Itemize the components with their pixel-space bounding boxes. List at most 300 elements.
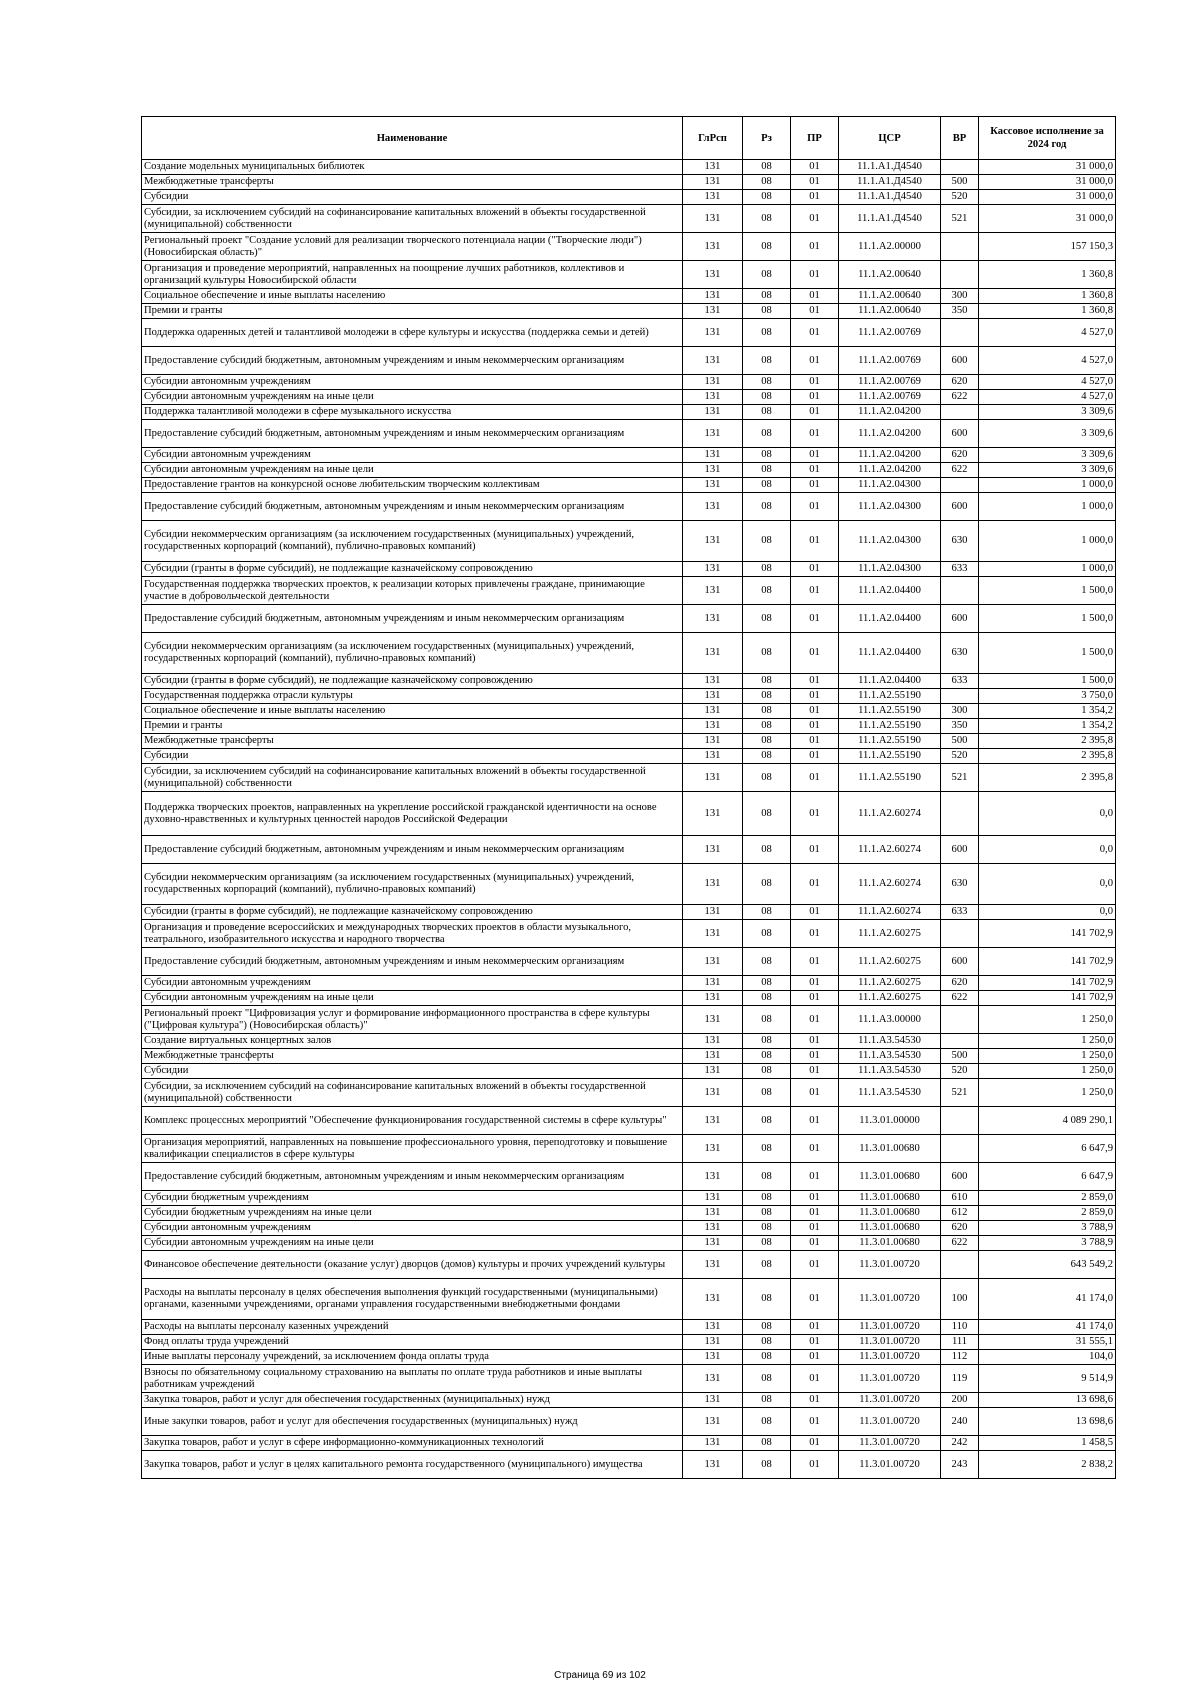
cell-csr: 11.3.01.00680	[839, 1135, 941, 1163]
cell-rz: 08	[743, 390, 791, 405]
header-vr: ВР	[941, 117, 979, 160]
cell-glrsp: 131	[683, 478, 743, 493]
cell-vr: 111	[941, 1335, 979, 1350]
cell-pr: 01	[791, 920, 839, 948]
cell-name: Предоставление субсидий бюджетным, автономным учреждениям и иным некоммерческим организациям	[142, 493, 683, 521]
cell-amount: 1 354,2	[979, 704, 1116, 719]
cell-name: Премии и гранты	[142, 304, 683, 319]
cell-pr: 01	[791, 289, 839, 304]
cell-csr: 11.3.01.00720	[839, 1408, 941, 1436]
table-row	[142, 390, 1116, 405]
cell-csr: 11.1.А2.04400	[839, 577, 941, 605]
cell-amount: 1 000,0	[979, 493, 1116, 521]
cell-rz: 08	[743, 1393, 791, 1408]
cell-rz: 08	[743, 1163, 791, 1191]
cell-glrsp: 131	[683, 205, 743, 233]
table-row	[142, 205, 1116, 233]
cell-rz: 08	[743, 448, 791, 463]
table-row	[142, 1079, 1116, 1107]
cell-csr: 11.1.А2.00769	[839, 390, 941, 405]
table-row	[142, 905, 1116, 920]
table-row	[142, 577, 1116, 605]
cell-csr: 11.1.А2.04400	[839, 633, 941, 674]
cell-vr	[941, 792, 979, 836]
table-row	[142, 1320, 1116, 1335]
cell-vr	[941, 1006, 979, 1034]
header-rz: Рз	[743, 117, 791, 160]
cell-csr: 11.1.А3.54530	[839, 1064, 941, 1079]
cell-pr: 01	[791, 864, 839, 905]
cell-csr: 11.1.А2.00000	[839, 233, 941, 261]
cell-rz: 08	[743, 190, 791, 205]
table-header-row	[142, 117, 1116, 160]
cell-vr: 630	[941, 521, 979, 562]
cell-vr: 612	[941, 1206, 979, 1221]
cell-name: Создание модельных муниципальных библиотек	[142, 160, 683, 175]
cell-vr: 620	[941, 976, 979, 991]
cell-rz: 08	[743, 1350, 791, 1365]
cell-name: Иные выплаты персоналу учреждений, за исключением фонда оплаты труда	[142, 1350, 683, 1365]
cell-pr: 01	[791, 521, 839, 562]
cell-name: Фонд оплаты труда учреждений	[142, 1335, 683, 1350]
cell-rz: 08	[743, 1079, 791, 1107]
table-row	[142, 478, 1116, 493]
cell-rz: 08	[743, 1206, 791, 1221]
cell-rz: 08	[743, 749, 791, 764]
cell-name: Субсидии (гранты в форме субсидий), не подлежащие казначейскому сопровождению	[142, 674, 683, 689]
cell-amount: 1 000,0	[979, 521, 1116, 562]
cell-csr: 11.3.01.00680	[839, 1191, 941, 1206]
cell-glrsp: 131	[683, 633, 743, 674]
cell-rz: 08	[743, 1279, 791, 1320]
cell-vr	[941, 1107, 979, 1135]
cell-csr: 11.1.А2.00769	[839, 375, 941, 390]
cell-glrsp: 131	[683, 948, 743, 976]
cell-rz: 08	[743, 1451, 791, 1479]
cell-pr: 01	[791, 948, 839, 976]
cell-vr: 110	[941, 1320, 979, 1335]
cell-amount: 31 555,1	[979, 1335, 1116, 1350]
cell-csr: 11.1.А2.04200	[839, 420, 941, 448]
table-row	[142, 1251, 1116, 1279]
cell-amount: 1 354,2	[979, 719, 1116, 734]
cell-csr: 11.3.01.00720	[839, 1393, 941, 1408]
cell-csr: 11.3.01.00720	[839, 1335, 941, 1350]
cell-amount: 0,0	[979, 864, 1116, 905]
cell-vr: 600	[941, 605, 979, 633]
cell-name: Субсидии	[142, 749, 683, 764]
header-pr: ПР	[791, 117, 839, 160]
cell-pr: 01	[791, 577, 839, 605]
cell-vr	[941, 689, 979, 704]
cell-rz: 08	[743, 319, 791, 347]
cell-vr	[941, 1034, 979, 1049]
cell-vr: 520	[941, 749, 979, 764]
cell-pr: 01	[791, 734, 839, 749]
table-row	[142, 420, 1116, 448]
cell-name: Субсидии автономным учреждениям	[142, 375, 683, 390]
table-row	[142, 493, 1116, 521]
cell-csr: 11.1.А1.Д4540	[839, 175, 941, 190]
cell-vr: 300	[941, 289, 979, 304]
cell-rz: 08	[743, 674, 791, 689]
cell-glrsp: 131	[683, 375, 743, 390]
cell-rz: 08	[743, 577, 791, 605]
cell-vr: 600	[941, 347, 979, 375]
cell-vr: 633	[941, 562, 979, 577]
cell-glrsp: 131	[683, 233, 743, 261]
cell-pr: 01	[791, 1107, 839, 1135]
cell-name: Субсидии автономным учреждениям	[142, 448, 683, 463]
cell-glrsp: 131	[683, 905, 743, 920]
cell-csr: 11.1.А2.55190	[839, 719, 941, 734]
cell-pr: 01	[791, 562, 839, 577]
cell-amount: 13 698,6	[979, 1408, 1116, 1436]
cell-rz: 08	[743, 792, 791, 836]
cell-rz: 08	[743, 493, 791, 521]
cell-rz: 08	[743, 233, 791, 261]
cell-rz: 08	[743, 864, 791, 905]
cell-name: Социальное обеспечение и иные выплаты населению	[142, 289, 683, 304]
cell-glrsp: 131	[683, 405, 743, 420]
cell-rz: 08	[743, 1064, 791, 1079]
cell-csr: 11.1.А2.60275	[839, 920, 941, 948]
cell-glrsp: 131	[683, 674, 743, 689]
cell-name: Субсидии, за исключением субсидий на софинансирование капитальных вложений в объекты государственной (муниципальной) собственности	[142, 1079, 683, 1107]
cell-rz: 08	[743, 905, 791, 920]
budget-table	[141, 116, 1116, 1479]
cell-rz: 08	[743, 562, 791, 577]
table-row	[142, 864, 1116, 905]
cell-vr: 600	[941, 1163, 979, 1191]
cell-glrsp: 131	[683, 704, 743, 719]
cell-name: Субсидии, за исключением субсидий на софинансирование капитальных вложений в объекты государственной (муниципальной) собственности	[142, 205, 683, 233]
cell-pr: 01	[791, 1079, 839, 1107]
cell-amount: 1 250,0	[979, 1049, 1116, 1064]
table-row	[142, 1191, 1116, 1206]
cell-glrsp: 131	[683, 1236, 743, 1251]
cell-amount: 3 309,6	[979, 463, 1116, 478]
cell-glrsp: 131	[683, 1251, 743, 1279]
cell-glrsp: 131	[683, 1163, 743, 1191]
cell-glrsp: 131	[683, 289, 743, 304]
cell-glrsp: 131	[683, 719, 743, 734]
cell-amount: 4 089 290,1	[979, 1107, 1116, 1135]
cell-glrsp: 131	[683, 605, 743, 633]
table-row	[142, 1335, 1116, 1350]
cell-vr	[941, 261, 979, 289]
cell-glrsp: 131	[683, 1135, 743, 1163]
cell-name: Субсидии некоммерческим организациям (за исключением государственных (муниципальных) учреждений, государственных корпораций (компаний), публично-правовых компаний)	[142, 633, 683, 674]
cell-rz: 08	[743, 689, 791, 704]
cell-glrsp: 131	[683, 1451, 743, 1479]
cell-name: Предоставление субсидий бюджетным, автономным учреждениям и иным некоммерческим организациям	[142, 1163, 683, 1191]
cell-pr: 01	[791, 1279, 839, 1320]
cell-name: Предоставление субсидий бюджетным, автономным учреждениям и иным некоммерческим организациям	[142, 948, 683, 976]
cell-pr: 01	[791, 1436, 839, 1451]
cell-amount: 0,0	[979, 792, 1116, 836]
cell-vr: 622	[941, 1236, 979, 1251]
cell-pr: 01	[791, 463, 839, 478]
cell-csr: 11.1.А2.55190	[839, 689, 941, 704]
table-body	[142, 160, 1116, 1479]
cell-csr: 11.1.А3.54530	[839, 1079, 941, 1107]
cell-pr: 01	[791, 1135, 839, 1163]
cell-amount: 1 000,0	[979, 478, 1116, 493]
table-row	[142, 562, 1116, 577]
cell-name: Субсидии бюджетным учреждениям	[142, 1191, 683, 1206]
cell-rz: 08	[743, 976, 791, 991]
cell-csr: 11.1.А2.60274	[839, 836, 941, 864]
cell-rz: 08	[743, 1320, 791, 1335]
cell-csr: 11.1.А2.04400	[839, 674, 941, 689]
cell-pr: 01	[791, 836, 839, 864]
cell-pr: 01	[791, 1236, 839, 1251]
cell-pr: 01	[791, 1320, 839, 1335]
table-row	[142, 1393, 1116, 1408]
cell-pr: 01	[791, 749, 839, 764]
cell-rz: 08	[743, 521, 791, 562]
cell-csr: 11.3.01.00680	[839, 1206, 941, 1221]
cell-amount: 1 500,0	[979, 633, 1116, 674]
table-row	[142, 1350, 1116, 1365]
cell-amount: 2 859,0	[979, 1206, 1116, 1221]
cell-glrsp: 131	[683, 792, 743, 836]
cell-pr: 01	[791, 1335, 839, 1350]
cell-rz: 08	[743, 734, 791, 749]
cell-name: Государственная поддержка творческих проектов, к реализации которых привлечены граждане, принимающие участие в добровольческой деятельности	[142, 577, 683, 605]
cell-amount: 41 174,0	[979, 1320, 1116, 1335]
table-row	[142, 319, 1116, 347]
cell-pr: 01	[791, 1006, 839, 1034]
cell-pr: 01	[791, 1221, 839, 1236]
cell-csr: 11.3.01.00720	[839, 1320, 941, 1335]
header-glrsp: ГлРсп	[683, 117, 743, 160]
cell-rz: 08	[743, 1335, 791, 1350]
cell-vr	[941, 478, 979, 493]
cell-pr: 01	[791, 175, 839, 190]
cell-csr: 11.3.01.00680	[839, 1221, 941, 1236]
cell-amount: 3 750,0	[979, 689, 1116, 704]
cell-pr: 01	[791, 1191, 839, 1206]
cell-glrsp: 131	[683, 521, 743, 562]
cell-vr: 610	[941, 1191, 979, 1206]
cell-pr: 01	[791, 1350, 839, 1365]
cell-csr: 11.1.А2.04200	[839, 448, 941, 463]
cell-glrsp: 131	[683, 463, 743, 478]
cell-amount: 31 000,0	[979, 160, 1116, 175]
cell-glrsp: 131	[683, 864, 743, 905]
cell-name: Межбюджетные трансферты	[142, 175, 683, 190]
table-row	[142, 347, 1116, 375]
cell-vr: 300	[941, 704, 979, 719]
cell-csr: 11.3.01.00720	[839, 1350, 941, 1365]
cell-glrsp: 131	[683, 749, 743, 764]
cell-name: Финансовое обеспечение деятельности (оказание услуг) дворцов (домов) культуры и прочих учреждений культуры	[142, 1251, 683, 1279]
cell-pr: 01	[791, 205, 839, 233]
cell-glrsp: 131	[683, 190, 743, 205]
cell-name: Поддержка творческих проектов, направленных на укрепление российской гражданской идентичности на основе духовно-нравственных и культурных ценностей народов Российской Федерации	[142, 792, 683, 836]
cell-vr: 600	[941, 420, 979, 448]
cell-vr	[941, 233, 979, 261]
table-row	[142, 991, 1116, 1006]
cell-rz: 08	[743, 704, 791, 719]
cell-glrsp: 131	[683, 1335, 743, 1350]
cell-amount: 13 698,6	[979, 1393, 1116, 1408]
cell-pr: 01	[791, 493, 839, 521]
table-row	[142, 405, 1116, 420]
cell-name: Предоставление субсидий бюджетным, автономным учреждениям и иным некоммерческим организациям	[142, 836, 683, 864]
cell-rz: 08	[743, 1049, 791, 1064]
cell-csr: 11.1.А1.Д4540	[839, 190, 941, 205]
cell-glrsp: 131	[683, 1079, 743, 1107]
cell-vr: 200	[941, 1393, 979, 1408]
cell-vr: 600	[941, 948, 979, 976]
cell-pr: 01	[791, 905, 839, 920]
cell-vr: 620	[941, 1221, 979, 1236]
table-row	[142, 749, 1116, 764]
cell-name: Субсидии автономным учреждениям на иные цели	[142, 991, 683, 1006]
cell-rz: 08	[743, 605, 791, 633]
cell-pr: 01	[791, 304, 839, 319]
cell-glrsp: 131	[683, 160, 743, 175]
cell-glrsp: 131	[683, 562, 743, 577]
cell-csr: 11.1.А2.00769	[839, 319, 941, 347]
cell-name: Субсидии автономным учреждениям	[142, 1221, 683, 1236]
cell-name: Субсидии	[142, 1064, 683, 1079]
cell-pr: 01	[791, 1163, 839, 1191]
cell-name: Закупка товаров, работ и услуг в целях капитального ремонта государственного (муниципального) имущества	[142, 1451, 683, 1479]
cell-amount: 9 514,9	[979, 1365, 1116, 1393]
cell-name: Предоставление субсидий бюджетным, автономным учреждениям и иным некоммерческим организациям	[142, 347, 683, 375]
cell-amount: 1 500,0	[979, 577, 1116, 605]
cell-rz: 08	[743, 1221, 791, 1236]
cell-amount: 1 458,5	[979, 1436, 1116, 1451]
cell-glrsp: 131	[683, 1350, 743, 1365]
cell-glrsp: 131	[683, 976, 743, 991]
cell-vr: 521	[941, 764, 979, 792]
table-row	[142, 1107, 1116, 1135]
cell-vr: 500	[941, 1049, 979, 1064]
cell-amount: 6 647,9	[979, 1163, 1116, 1191]
cell-pr: 01	[791, 704, 839, 719]
table-row	[142, 1236, 1116, 1251]
table-row	[142, 1451, 1116, 1479]
cell-vr: 622	[941, 991, 979, 1006]
cell-vr: 520	[941, 190, 979, 205]
cell-csr: 11.1.А3.54530	[839, 1049, 941, 1064]
cell-name: Субсидии, за исключением субсидий на софинансирование капитальных вложений в объекты государственной (муниципальной) собственности	[142, 764, 683, 792]
table-row	[142, 734, 1116, 749]
cell-amount: 157 150,3	[979, 233, 1116, 261]
cell-glrsp: 131	[683, 1408, 743, 1436]
cell-vr: 600	[941, 493, 979, 521]
cell-rz: 08	[743, 1436, 791, 1451]
cell-glrsp: 131	[683, 390, 743, 405]
cell-amount: 1 250,0	[979, 1006, 1116, 1034]
cell-pr: 01	[791, 420, 839, 448]
cell-amount: 6 647,9	[979, 1135, 1116, 1163]
cell-rz: 08	[743, 1408, 791, 1436]
cell-csr: 11.3.01.00680	[839, 1163, 941, 1191]
cell-glrsp: 131	[683, 448, 743, 463]
cell-amount: 1 250,0	[979, 1064, 1116, 1079]
cell-pr: 01	[791, 1451, 839, 1479]
cell-name: Предоставление грантов на конкурсной основе любительским творческим коллективам	[142, 478, 683, 493]
cell-csr: 11.1.А2.60274	[839, 792, 941, 836]
cell-name: Субсидии некоммерческим организациям (за исключением государственных (муниципальных) учреждений, государственных корпораций (компаний), публично-правовых компаний)	[142, 521, 683, 562]
cell-glrsp: 131	[683, 1221, 743, 1236]
cell-name: Субсидии автономным учреждениям на иные цели	[142, 1236, 683, 1251]
cell-glrsp: 131	[683, 319, 743, 347]
cell-pr: 01	[791, 605, 839, 633]
cell-rz: 08	[743, 1034, 791, 1049]
cell-csr: 11.3.01.00720	[839, 1365, 941, 1393]
cell-name: Иные закупки товаров, работ и услуг для обеспечения государственных (муниципальных) нужд	[142, 1408, 683, 1436]
cell-name: Субсидии (гранты в форме субсидий), не подлежащие казначейскому сопровождению	[142, 905, 683, 920]
table-row	[142, 704, 1116, 719]
cell-vr: 243	[941, 1451, 979, 1479]
table-row	[142, 1049, 1116, 1064]
header-name: Наименование	[142, 117, 683, 160]
cell-pr: 01	[791, 160, 839, 175]
cell-pr: 01	[791, 347, 839, 375]
cell-pr: 01	[791, 1049, 839, 1064]
cell-pr: 01	[791, 1034, 839, 1049]
cell-vr: 633	[941, 905, 979, 920]
cell-rz: 08	[743, 1251, 791, 1279]
cell-glrsp: 131	[683, 1107, 743, 1135]
cell-amount: 31 000,0	[979, 205, 1116, 233]
cell-glrsp: 131	[683, 420, 743, 448]
table-row	[142, 190, 1116, 205]
cell-amount: 141 702,9	[979, 948, 1116, 976]
cell-amount: 3 788,9	[979, 1221, 1116, 1236]
cell-amount: 141 702,9	[979, 991, 1116, 1006]
cell-vr: 622	[941, 463, 979, 478]
cell-rz: 08	[743, 205, 791, 233]
cell-amount: 1 500,0	[979, 605, 1116, 633]
cell-csr: 11.1.А2.04200	[839, 463, 941, 478]
cell-pr: 01	[791, 261, 839, 289]
cell-vr: 500	[941, 175, 979, 190]
cell-csr: 11.1.А2.60274	[839, 864, 941, 905]
cell-amount: 643 549,2	[979, 1251, 1116, 1279]
cell-name: Межбюджетные трансферты	[142, 734, 683, 749]
cell-csr: 11.1.А2.04300	[839, 521, 941, 562]
cell-vr: 521	[941, 1079, 979, 1107]
cell-vr	[941, 319, 979, 347]
cell-glrsp: 131	[683, 175, 743, 190]
cell-glrsp: 131	[683, 1006, 743, 1034]
cell-amount: 31 000,0	[979, 190, 1116, 205]
cell-rz: 08	[743, 948, 791, 976]
table-row	[142, 1365, 1116, 1393]
cell-vr	[941, 1251, 979, 1279]
cell-name: Поддержка одаренных детей и талантливой молодежи в сфере культуры и искусства (поддержка семьи и детей)	[142, 319, 683, 347]
cell-name: Организация и проведение мероприятий, направленных на поощрение лучших работников, коллективов и организаций культуры Новосибирской области	[142, 261, 683, 289]
cell-pr: 01	[791, 689, 839, 704]
cell-name: Предоставление субсидий бюджетным, автономным учреждениям и иным некоммерческим организациям	[142, 420, 683, 448]
cell-csr: 11.1.А2.04400	[839, 605, 941, 633]
table-row	[142, 375, 1116, 390]
cell-rz: 08	[743, 463, 791, 478]
cell-csr: 11.1.А1.Д4540	[839, 205, 941, 233]
cell-name: Субсидии автономным учреждениям на иные цели	[142, 390, 683, 405]
cell-csr: 11.1.А2.00640	[839, 304, 941, 319]
table-row	[142, 1006, 1116, 1034]
cell-rz: 08	[743, 261, 791, 289]
